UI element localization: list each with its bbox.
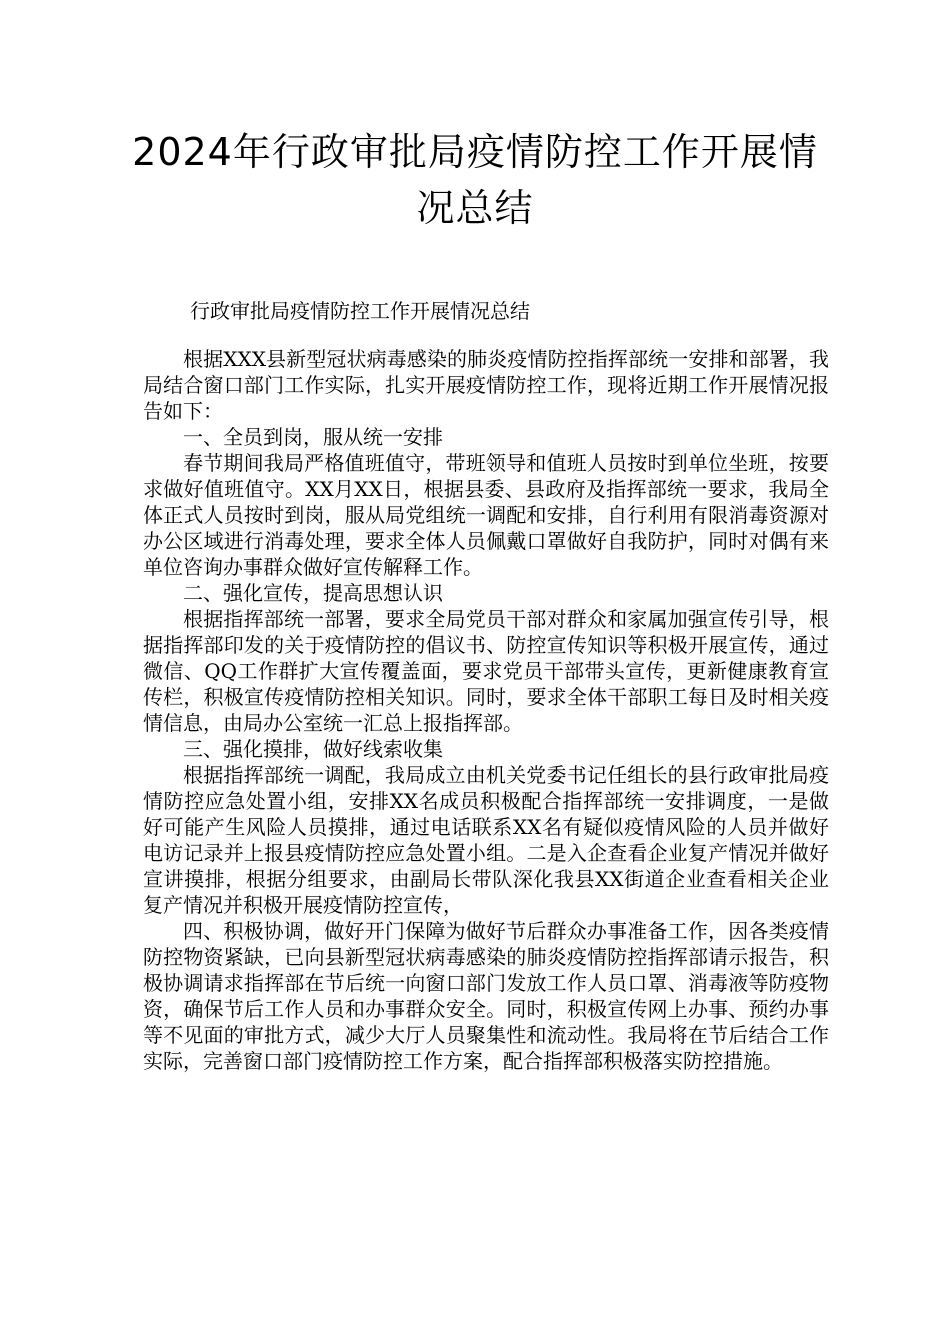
paragraph-section-2: 根据指挥部统一部署，要求全局党员干部对群众和家属加强宣传引导，根据指挥部印发的关于疫情防控的倡议书、防控宣传知识等积极开展宣传，通过微信、QQ工作群扩大宣传覆盖面，要求党员干部带头宣传，更新健康教育宣传栏，积极宣传疫情防控相关知识。同时，要求全体干部职工每日及时相关疫情信息，由局办公室统一汇总上报指挥部。 — [143, 607, 829, 735]
document-subtitle: 行政审批局疫情防控工作开展情况总结 — [190, 299, 530, 323]
section-heading-1: 一、全员到岗，服从统一安排 — [183, 425, 443, 449]
paragraph-section-3: 根据指挥部统一调配，我局成立由机关党委书记任组长的县行政审批局疫情防控应急处置小组，安排XX名成员积极配合指挥部统一安排调度，一是做好可能产生风险人员摸排，通过电话联系XX名有疑似疫情风险的人员并做好电访记录并上报县疫情防控应急处置小组。二是入企查看企业复产情况并做好宣讲摸排，根据分组要求，由副局长带队深化我县XX街道企业查看相关企业复产情况并积极开展疫情防控宣传， — [143, 763, 829, 917]
section-heading-3: 三、强化摸排，做好线索收集 — [183, 737, 443, 761]
section-heading-2: 二、强化宣传，提高思想认识 — [183, 581, 443, 605]
paragraph-intro: 根据XXX县新型冠状病毒感染的肺炎疫情防控指挥部统一安排和部署，我局结合窗口部门工作实际，扎实开展疫情防控工作，现将近期工作开展情况报告如下： — [143, 347, 829, 423]
paragraph-section-1: 春节期间我局严格值班值守，带班领导和值班人员按时到单位坐班，按要求做好值班值守。XX月XX日，根据县委、县政府及指挥部统一要求，我局全体正式人员按时到岗，服从局党组统一调配和安排，自行利用有限消毒资源对办公区域进行消毒处理，要求全体人员佩戴口罩做好自我防护，同时对偶有来单位咨询办事群众做好宣传解释工作。 — [143, 451, 829, 579]
paragraph-section-4: 四、积极协调，做好开门保障为做好节后群众办事准备工作，因各类疫情防控物资紧缺，已向县新型冠状病毒感染的肺炎疫情防控指挥部请示报告，积极协调请求指挥部在节后统一向窗口部门发放工作人员口罩、消毒液等防疫物资，确保节后工作人员和办事群众安全。同时，积极宣传网上办事、预约办事等不见面的审批方式，减少大厅人员聚集性和流动性。我局将在节后结合工作实际，完善窗口部门疫情防控工作方案，配合指挥部积极落实防控措施。 — [143, 919, 829, 1073]
document-body — [143, 346, 829, 1074]
document-title: 2024年行政审批局疫情防控工作开展情况总结 — [132, 130, 818, 230]
